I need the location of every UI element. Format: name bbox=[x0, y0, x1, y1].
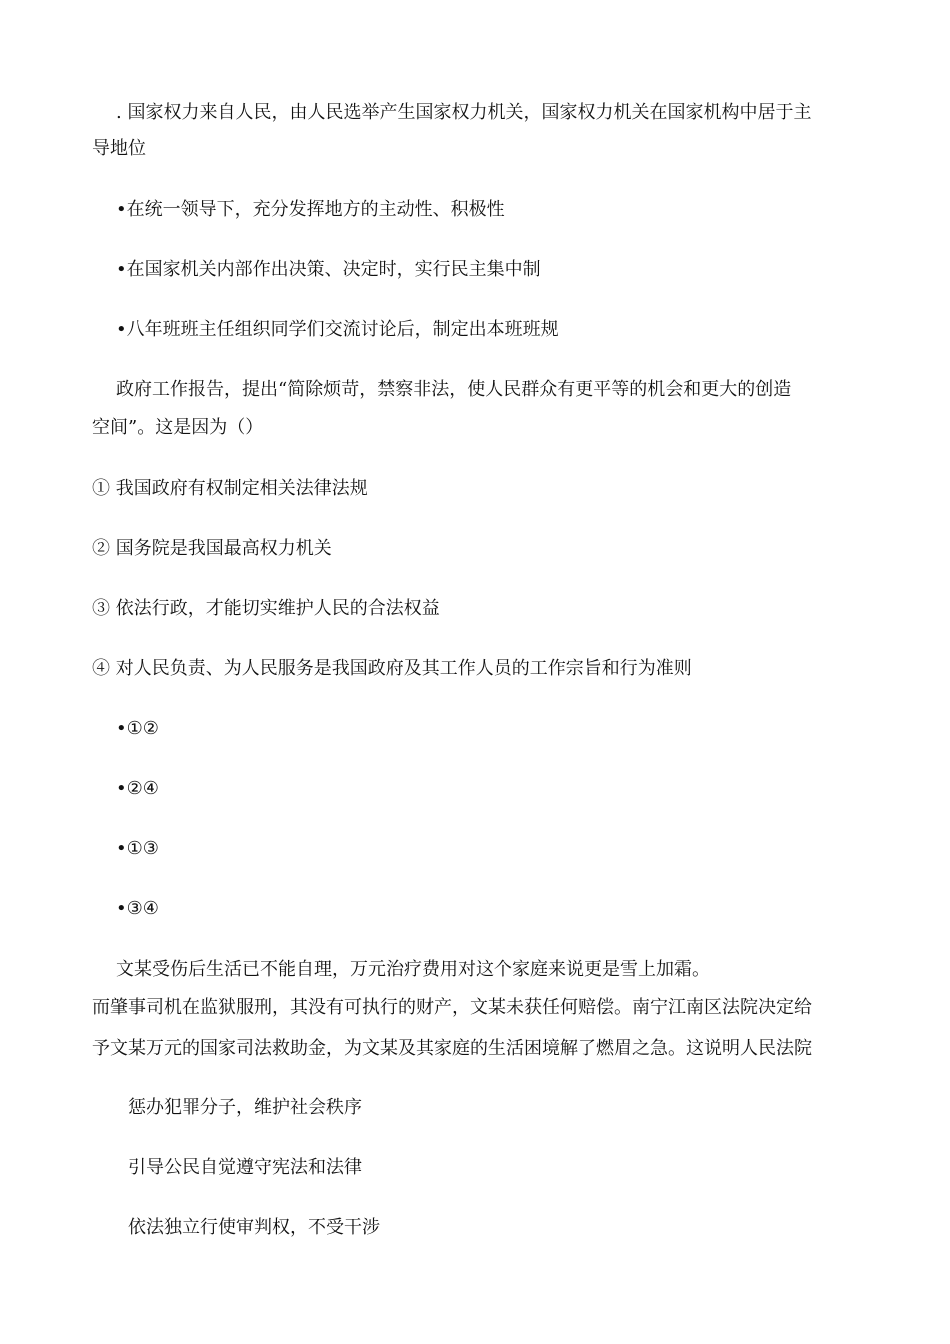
q2-statement-4: ④ 对人民负责、为人民服务是我国政府及其工作人员的工作宗旨和行为准则 bbox=[92, 658, 692, 679]
q3-stem-line3: 予文某万元的国家司法救助金，为文某及其家庭的生活困境解了燃眉之急。这说明人民法院 bbox=[92, 1038, 812, 1059]
q2-statement-3: ③ 依法行政，才能切实维护人民的合法权益 bbox=[92, 598, 440, 619]
q1-option-a-line1: . 国家权力来自人民，由人民选举产生国家权力机关，国家权力机关在国家机构中居于主 bbox=[116, 102, 812, 123]
q2-statement-2: ② 国务院是我国最高权力机关 bbox=[92, 538, 332, 559]
q2-stem-line2: 空间”。这是因为（） bbox=[92, 417, 264, 438]
q2-statement-1: ① 我国政府有权制定相关法律法规 bbox=[92, 478, 368, 499]
q1-option-c: •在国家机关内部作出决策、决定时，实行民主集中制 bbox=[116, 259, 541, 280]
q3-stem-line2: 而肇事司机在监狱服刑，其没有可执行的财产，文某未获任何赔偿。南宁江南区法院决定给 bbox=[92, 997, 812, 1018]
q2-choice-c: •①③ bbox=[116, 838, 159, 859]
q3-stem-line1: 文某受伤后生活已不能自理，万元治疗费用对这个家庭来说更是雪上加霜。 bbox=[116, 959, 710, 980]
q2-choice-a: •①② bbox=[116, 718, 159, 739]
q2-choice-d: •③④ bbox=[116, 898, 159, 919]
q2-choice-b: •②④ bbox=[116, 778, 159, 799]
q3-option-a: 惩办犯罪分子，维护社会秩序 bbox=[128, 1097, 362, 1118]
q3-option-b: 引导公民自觉遵守宪法和法律 bbox=[128, 1157, 362, 1178]
q1-option-d: •八年班班主任组织同学们交流讨论后，制定出本班班规 bbox=[116, 319, 559, 340]
q1-option-b: •在统一领导下，充分发挥地方的主动性、积极性 bbox=[116, 199, 505, 220]
q2-stem-line1: 政府工作报告，提出“简除烦苛，禁察非法，使人民群众有更平等的机会和更大的创造 bbox=[116, 379, 792, 400]
q3-option-c: 依法独立行使审判权，不受干涉 bbox=[128, 1217, 380, 1238]
q1-option-a-line2: 导地位 bbox=[92, 138, 146, 159]
